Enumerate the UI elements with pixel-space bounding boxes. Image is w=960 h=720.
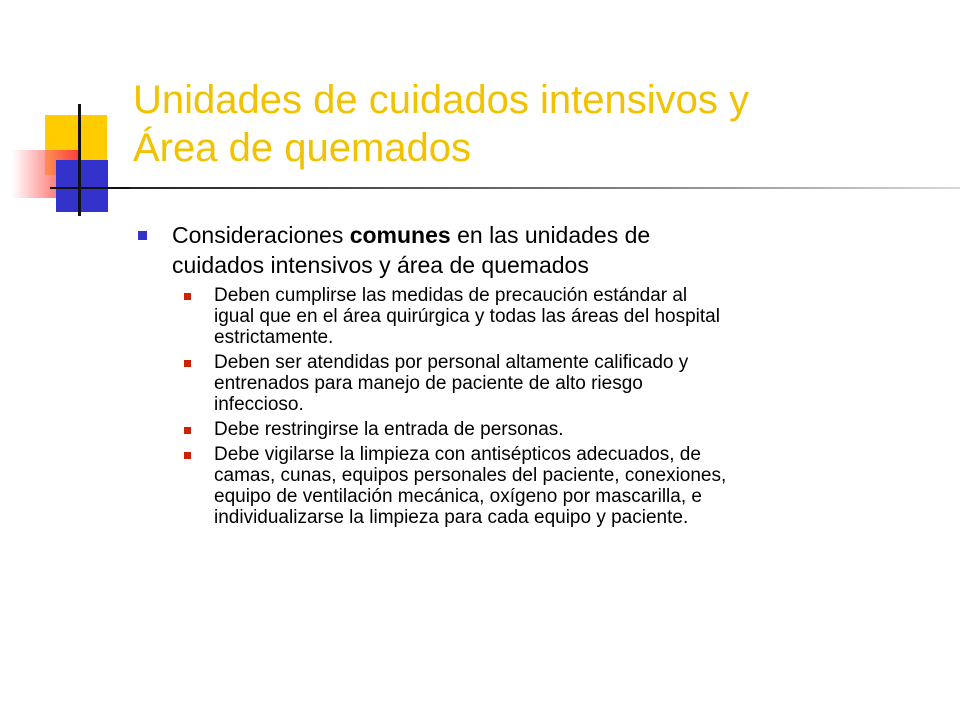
sub-bullet-item [134, 285, 944, 348]
slide-title [133, 76, 933, 172]
logo-horizontal-line [50, 187, 130, 189]
main-point-line-1 [172, 220, 944, 250]
sub-bullet-line: Debe vigilarse la limpieza con antisépticos adecuados, de [214, 444, 701, 465]
sub-bullet-line: equipo de ventilación mecánica, oxígeno por mascarilla, e [214, 486, 702, 507]
sub-bullet-line: estrictamente. [214, 327, 334, 348]
red-square-bullet-icon [184, 427, 191, 434]
slide-body [134, 220, 944, 532]
sub-bullet-line: Deben cumplirse las medidas de precaución estándar al [214, 285, 688, 306]
sub-bullet-list [134, 285, 944, 528]
sub-bullet-item [134, 444, 944, 528]
sub-bullet-item [134, 352, 944, 415]
sub-bullet-line: individualizarse la limpieza para cada equipo y paciente. [214, 507, 689, 528]
sub-bullet-line: Debe restringirse la entrada de personas. [214, 419, 564, 440]
blue-square-bullet-icon [138, 231, 147, 240]
sub-bullet-line: camas, cunas, equipos personales del paciente, conexiones, [214, 465, 727, 486]
red-square-bullet-icon [184, 293, 191, 300]
main-point-bold-word: comunes [349, 222, 451, 248]
main-point-line-2: cuidados intensivos y área de quemados [172, 252, 589, 278]
sub-bullet-line: igual que en el área quirúrgica y todas las áreas del hospital [214, 306, 720, 327]
main-point-text-before: Consideraciones [172, 222, 350, 248]
sub-bullet-line: Deben ser atendidas por personal altamente calificado y [214, 352, 689, 373]
red-square-bullet-icon [184, 360, 191, 367]
sub-bullet-line: entrenados para manejo de paciente de alto riesgo [214, 373, 643, 394]
sub-bullet-item [134, 419, 944, 440]
logo-blue-square [56, 160, 108, 212]
main-point-text-after: en las unidades de [450, 222, 651, 248]
sub-bullet-line: infeccioso. [214, 394, 304, 415]
slide-title-line-1: Unidades de cuidados intensivos y [133, 78, 749, 122]
title-underline-rule [130, 187, 960, 189]
logo-vertical-line [78, 104, 81, 216]
red-square-bullet-icon [184, 452, 191, 459]
slide-title-line-2: Área de quemados [133, 126, 472, 170]
main-bullet-point [134, 220, 944, 280]
